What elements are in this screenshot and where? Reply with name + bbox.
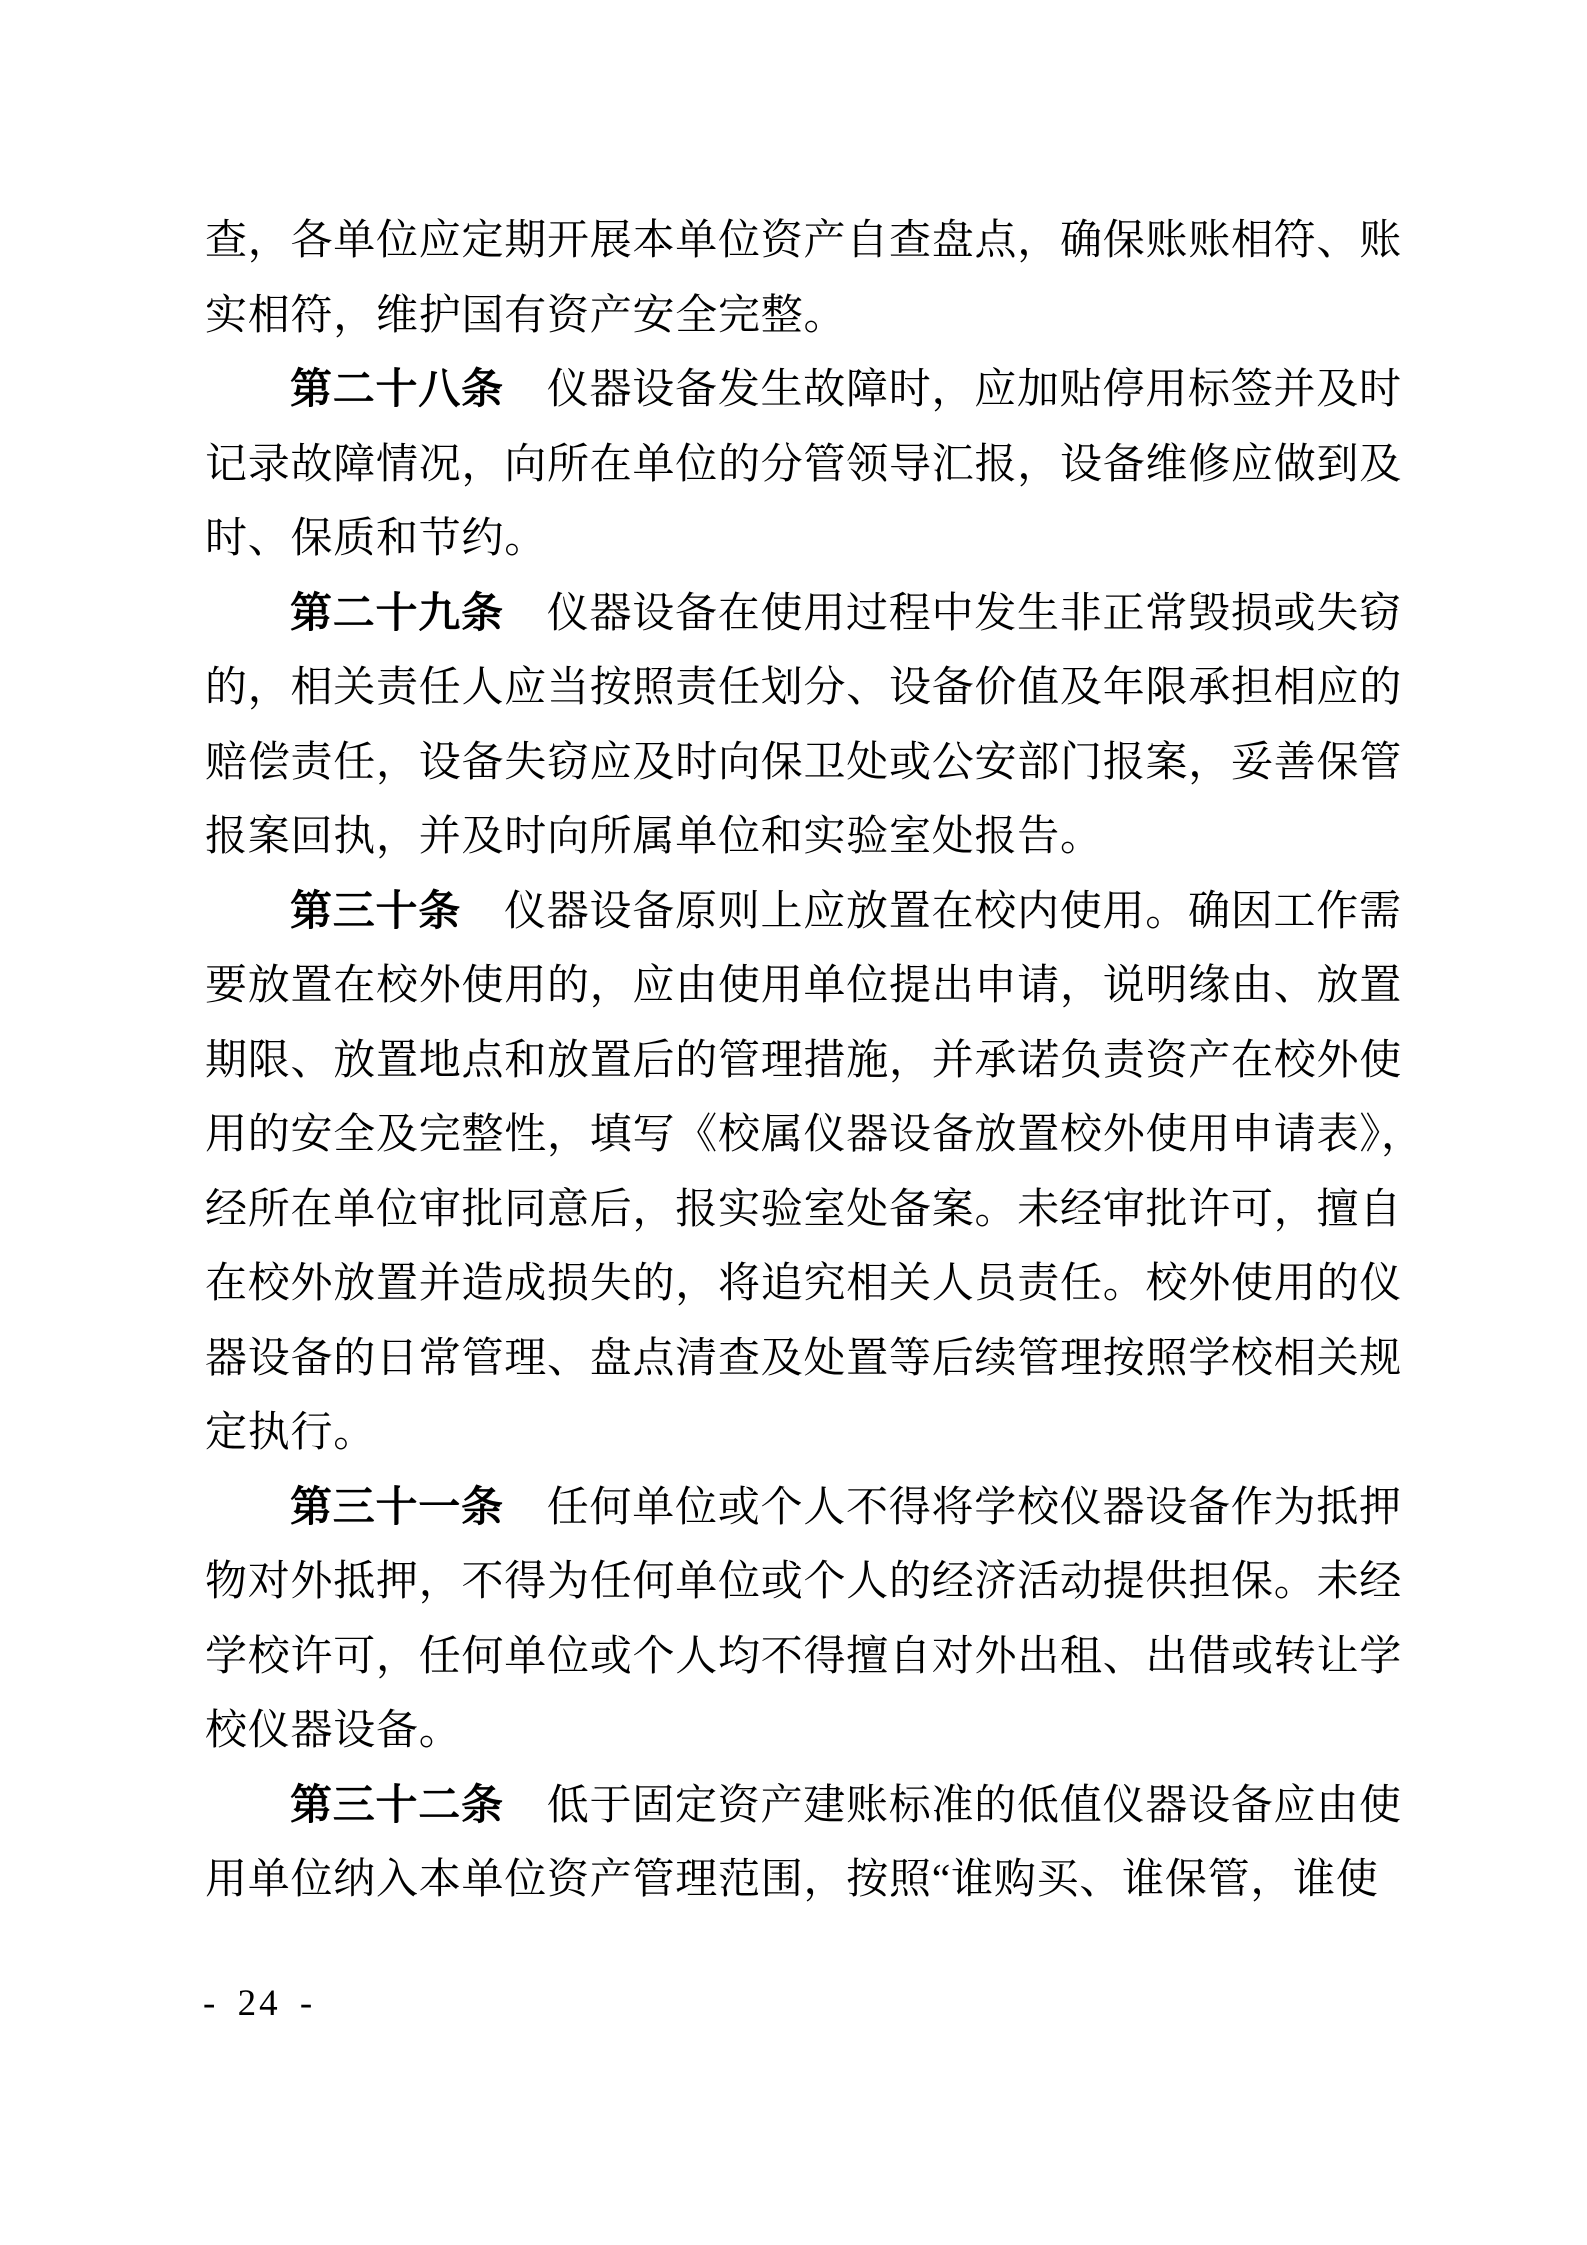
page-footer: [203, 1982, 315, 2025]
text-line: [205, 1173, 1445, 1248]
line-text: 低于固定资产建账标准的低值仪器设备应由使: [546, 1782, 1402, 1829]
line-text: 定执行。: [205, 1410, 377, 1456]
line-text: 用的安全及完整性，填写《校属仪器设备放置校外使用申请表》，: [205, 1112, 1424, 1158]
line-text: 期限、放置地点和放置后的管理措施，并承诺负责资产在校外使: [205, 1037, 1403, 1084]
line-text: 实相符，维护国有资产安全完整。: [205, 292, 847, 339]
text-line: [205, 1024, 1445, 1099]
text-line: [205, 428, 1445, 503]
article-heading-line: [205, 1769, 1445, 1844]
text-line: [205, 800, 1445, 875]
text-line: [205, 1098, 1445, 1173]
text-line: [205, 1247, 1445, 1322]
line-text: 赔偿责任，设备失窃应及时向保卫处或公安部门报案，妥善保管: [205, 739, 1403, 786]
article-heading-line: [205, 577, 1445, 652]
text-line: [205, 279, 1445, 354]
line-text: 在校外放置并造成损失的，将追究相关人员责任。校外使用的仪: [205, 1261, 1403, 1307]
document-body: [205, 204, 1445, 1918]
line-text: 校仪器设备。: [205, 1708, 462, 1754]
line-text: 用单位纳入本单位资产管理范围，按照“谁购买、谁保管，谁使: [205, 1857, 1379, 1903]
text-line: [205, 1694, 1445, 1769]
article-number: 第三十条: [290, 888, 462, 935]
page-number: - 24 -: [203, 1983, 316, 2024]
text-line: [205, 651, 1445, 726]
line-text: 时、保质和节约。: [205, 516, 548, 562]
line-text: 经所在单位审批同意后，报实验室处备案。未经审批许可，擅自: [205, 1186, 1403, 1233]
line-text: 器设备的日常管理、盘点清查及处置等后续管理按照学校相关规: [205, 1335, 1403, 1382]
line-text: 仪器设备在使用过程中发生非正常毁损或失窃: [546, 590, 1402, 637]
text-line: [205, 1396, 1445, 1471]
text-line: [205, 1620, 1445, 1695]
text-line: [205, 949, 1445, 1024]
article-number: 第二十八条: [290, 367, 504, 413]
text-line: [205, 502, 1445, 577]
line-text: 任何单位或个人不得将学校仪器设备作为抵押: [546, 1484, 1402, 1531]
text-line: [205, 204, 1445, 279]
text-line: [205, 1843, 1445, 1918]
article-number: 第三十二条: [290, 1782, 504, 1829]
article-heading-line: [205, 875, 1445, 950]
line-text: 物对外抵押，不得为任何单位或个人的经济活动提供担保。未经: [205, 1559, 1403, 1605]
text-line: [205, 1322, 1445, 1397]
line-text: 记录故障情况，向所在单位的分管领导汇报，设备维修应做到及: [205, 441, 1403, 488]
line-text: 要放置在校外使用的，应由使用单位提出申请，说明缘由、放置: [205, 963, 1403, 1009]
article-number: 第三十一条: [290, 1484, 504, 1531]
text-line: [205, 726, 1445, 801]
text-line: [205, 1545, 1445, 1620]
article-number: 第二十九条: [290, 590, 504, 637]
line-text: 报案回执，并及时向所属单位和实验室处报告。: [205, 814, 1103, 860]
line-text: 仪器设备发生故障时，应加贴停用标签并及时: [546, 367, 1402, 413]
article-heading-line: [205, 1471, 1445, 1546]
line-text: 仪器设备原则上应放置在校内使用。确因工作需: [504, 888, 1402, 935]
line-text: 学校许可，任何单位或个人均不得擅自对外出租、出借或转让学: [205, 1633, 1403, 1680]
article-heading-line: [205, 353, 1445, 428]
line-text: 查，各单位应定期开展本单位资产自查盘点，确保账账相符、账: [205, 218, 1403, 264]
line-text: 的，相关责任人应当按照责任划分、设备价值及年限承担相应的: [205, 665, 1403, 711]
